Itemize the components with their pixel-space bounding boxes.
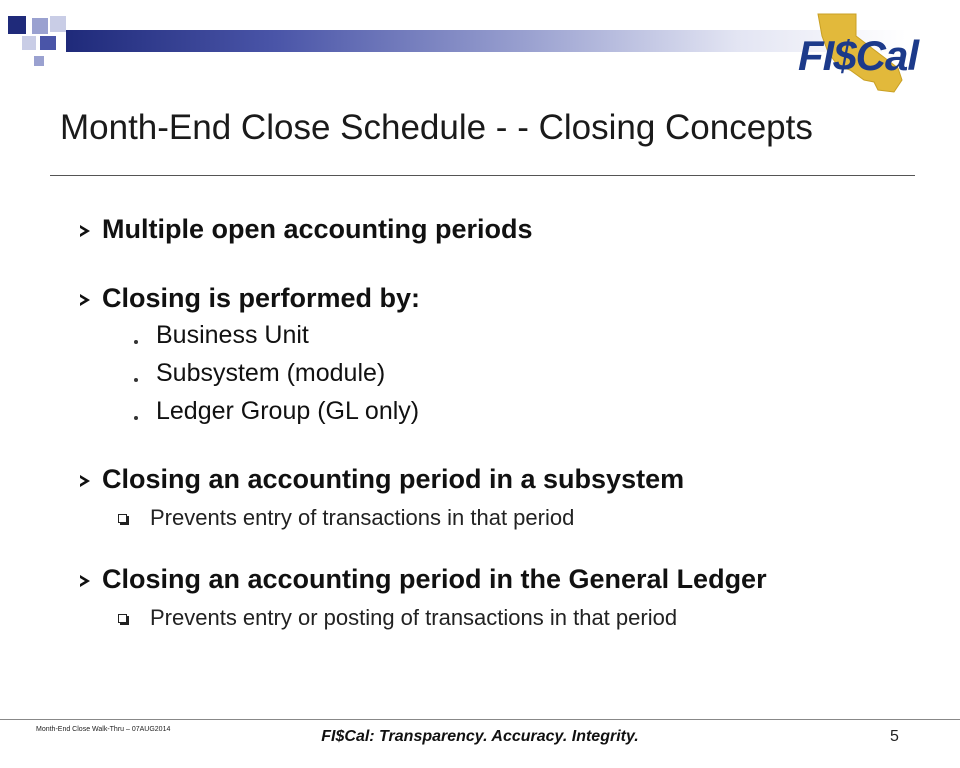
arrow-bullet-icon [80, 294, 90, 306]
dot-bullet-icon [134, 416, 138, 420]
sub-bullet-item: Prevents entry of transactions in that period [150, 505, 575, 530]
checkbox-bullet-icon [118, 514, 127, 523]
sub-bullet-item: Ledger Group (GL only) [156, 397, 420, 425]
bullet-item: Multiple open accounting periods [102, 214, 533, 244]
sub-bullet-item: Prevents entry or posting of transactions in that period [150, 605, 678, 630]
footer-divider [0, 719, 960, 720]
arrow-bullet-icon [80, 225, 90, 237]
page-title: Month-End Close Schedule - - Closing Concepts [60, 108, 813, 147]
checkbox-bullet-icon [118, 614, 127, 623]
sub-bullet-item: Business Unit [156, 321, 309, 349]
arrow-bullet-icon [80, 475, 90, 487]
logo-wordmark: FI$Cal [798, 32, 919, 79]
bullet-item: Closing an accounting period in the General Ledger [102, 564, 767, 594]
title-divider [50, 175, 915, 176]
bullet-item: Closing an accounting period in a subsystem [102, 464, 685, 494]
footer-tagline: FI$Cal: Transparency. Accuracy. Integrity. [321, 728, 639, 745]
fiscal-logo [778, 6, 950, 96]
page-number: 5 [890, 728, 899, 745]
arrow-bullet-icon [80, 575, 90, 587]
sub-bullet-item: Subsystem (module) [156, 359, 386, 387]
bullet-item: Closing is performed by: [102, 283, 421, 313]
footer-document-label: Month-End Close Walk-Thru – 07AUG2014 [36, 726, 171, 733]
dot-bullet-icon [134, 378, 138, 382]
dot-bullet-icon [134, 340, 138, 344]
